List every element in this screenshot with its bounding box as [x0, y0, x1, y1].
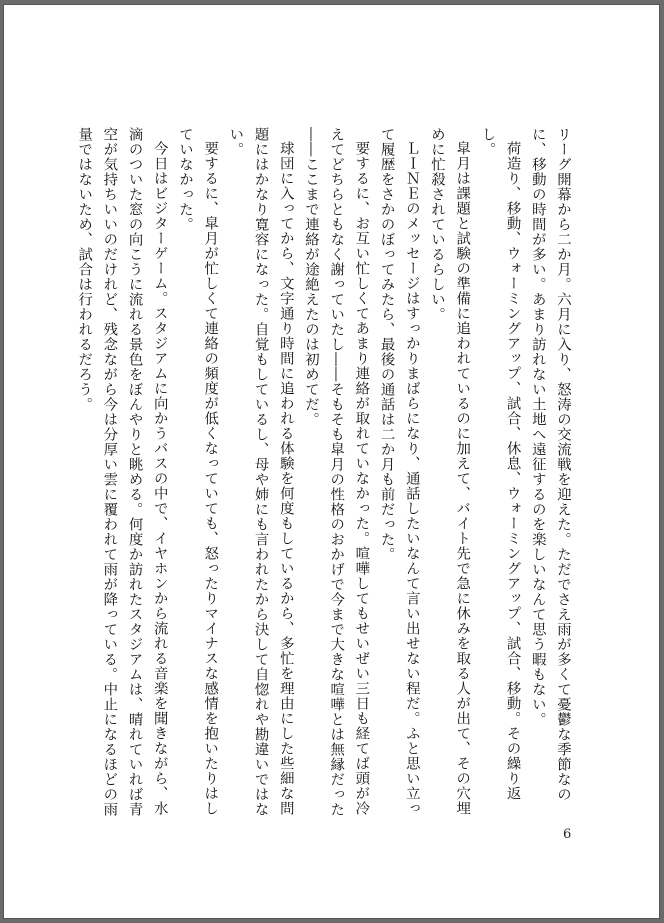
body-text: [71, 127, 575, 817]
paragraph-8: 今日はビジターゲーム。スタジアムに向かうバスの中で、イヤホンから流れる音楽を聞きながら、水滴のついた窓の向こうに流れる景色をぼんやりと眺める。何度か訪れたスタジアムは、晴れていれば青空が気持ちいいのだけれど、残念ながら今は分厚い雲に覆われて雨が降っている。中止になるほどの雨量ではないため、試合は行われるだろう。: [76, 127, 168, 817]
paragraph-4: ＬＩＮＥのメッセージはすっかりまばらになり、通話したいなんて言い出せない程だ。ふと思い立って履歴をさかのぼってみたら、最後の通話は二か月も前だった。: [378, 127, 420, 817]
paragraph-2: 荷造り、移動、ウォーミングアップ、試合、休息、ウォーミングアップ、試合、移動。その繰り返し。: [479, 127, 521, 802]
page-number: 6: [563, 827, 572, 842]
document-page: [4, 5, 659, 918]
paragraph-6: 球団に入ってから、文字通り時間に追われる体験を何度もしているから、多忙を理由にした些細な問題にはかなり寛容になった。自覚もしているし、母や姉にも言われたから決して自惚れや勘違いではない。: [227, 127, 294, 817]
paragraph-3: 皐月は課題と試験の準備に追われているのに加えて、バイト先で急に休みを取る人が出て、その穴埋めに忙殺されているらしい。: [428, 127, 471, 817]
paragraph-7: 要するに、皐月が忙しくて連絡の頻度が低くなっていても、怒ったりマイナスな感情を抱いたりはしていなかった。: [176, 127, 219, 817]
paragraph-5: 要するに、お互い忙しくてあまり連絡が取れていなかった。喧嘩してもせいぜい三日も経てば頭が冷えてどちらともなく謝っていたし――そもそも皐月の性格のおかげで今まで大きな喧嘩とは無縁だった――ここまで連絡が途絶えたのは初めてだ。: [302, 127, 370, 817]
paragraph-1: リーグ開幕から二か月。六月に入り、怒涛の交流戦を迎えた。ただでさえ雨が多くて憂鬱な季節なのに、移動の時間が多い。あまり訪れない土地へ遠征するのを楽しいなんて思う暇もない。: [529, 127, 571, 802]
